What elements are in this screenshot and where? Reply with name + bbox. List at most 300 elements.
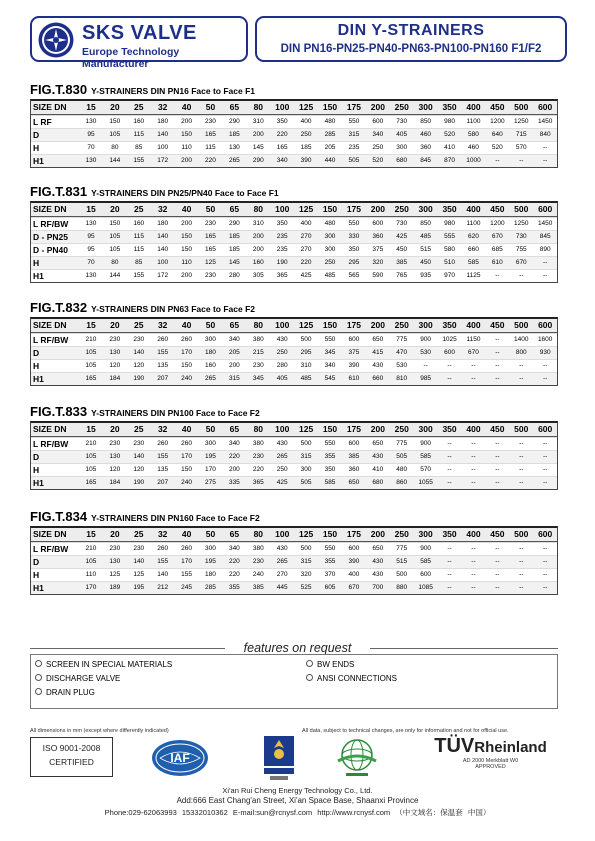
table-cell: 590 — [372, 272, 384, 279]
table-cell: 125 — [133, 571, 145, 578]
table-cell: 150 — [181, 233, 192, 240]
table-row — [31, 581, 557, 594]
table-cell: 160 — [205, 362, 216, 369]
table-cell: 355 — [324, 558, 336, 565]
row-label: D — [33, 348, 40, 358]
table-cell: 280 — [276, 362, 288, 369]
table-cell: 165 — [85, 479, 97, 486]
features-box — [30, 654, 558, 709]
size-header-cell: 500 — [514, 102, 529, 112]
size-header-cell: 350 — [442, 204, 457, 214]
table-cell: 230 — [205, 118, 216, 125]
table-cell: 930 — [539, 349, 551, 356]
size-header-cell: 500 — [514, 424, 529, 434]
table-cell: -- — [519, 440, 524, 447]
table-cell: 215 — [252, 349, 264, 356]
table-cell: 260 — [181, 336, 192, 343]
table-cell: 425 — [276, 479, 288, 486]
table-cell: 505 — [348, 157, 360, 164]
size-header-cell: 500 — [514, 320, 529, 330]
size-header-cell: 175 — [346, 529, 362, 539]
table-cell: -- — [495, 157, 500, 164]
table-cell: 110 — [181, 144, 192, 151]
table-cell: 430 — [276, 545, 288, 552]
row-label: H — [33, 258, 40, 268]
table-cell: 155 — [157, 558, 169, 565]
table-row — [31, 333, 557, 346]
table-cell: 300 — [396, 144, 408, 151]
table-cell: 500 — [300, 545, 312, 552]
table-cell: 105 — [85, 362, 97, 369]
table-cell: 290 — [228, 118, 240, 125]
table-cell: 120 — [133, 466, 145, 473]
table-cell: 130 — [85, 157, 97, 164]
row-label: D — [33, 130, 40, 140]
table-cell: 310 — [300, 362, 312, 369]
table-cell: 260 — [181, 545, 192, 552]
table-cell: 220 — [228, 558, 240, 565]
table-cell: 565 — [348, 272, 360, 279]
size-label: SIZE DN — [33, 320, 67, 330]
row-label: H1 — [33, 478, 44, 488]
dimension-table — [30, 421, 558, 490]
company-contact: Phone:029-62063993 15332010362 E-mail:sun@rcnysf.com http://www.rcnysf.com （中文域名：保温套 中国） — [104, 808, 491, 817]
size-header-cell: 80 — [253, 102, 264, 112]
table-row — [31, 555, 557, 568]
table-cell: 670 — [491, 233, 503, 240]
table-header-row — [31, 528, 557, 542]
table-cell: 150 — [181, 246, 192, 253]
table-cell: 355 — [324, 453, 336, 460]
size-header-cell: 200 — [370, 102, 385, 112]
size-header-cell: 250 — [394, 204, 409, 214]
company-name: Xi'an Rui Cheng Energy Technology Co., Ltd. — [222, 786, 373, 795]
table-cell: 260 — [157, 336, 169, 343]
table-cell: 200 — [181, 118, 192, 125]
table-cell: 130 — [109, 453, 121, 460]
table-cell: 1000 — [466, 157, 481, 164]
table-cell: 140 — [157, 246, 169, 253]
table-cell: -- — [543, 558, 548, 565]
table-cell: 430 — [276, 336, 288, 343]
table-cell: 550 — [348, 118, 360, 125]
size-header-cell: 50 — [205, 102, 216, 112]
table-cell: -- — [471, 571, 476, 578]
table-cell: 160 — [133, 118, 145, 125]
table-cell: 160 — [133, 220, 145, 227]
table-cell: 180 — [205, 349, 216, 356]
table-cell: 610 — [491, 259, 503, 266]
table-cell: 180 — [157, 118, 169, 125]
table-cell: -- — [519, 571, 524, 578]
table-cell: 425 — [300, 272, 312, 279]
table-cell: -- — [495, 479, 500, 486]
table-cell: 185 — [228, 131, 240, 138]
size-header-cell: 150 — [322, 320, 338, 330]
table-cell: 110 — [85, 571, 97, 578]
size-header-cell: 125 — [299, 204, 314, 214]
table-cell: -- — [519, 479, 524, 486]
table-cell: 200 — [228, 362, 240, 369]
table-cell: 650 — [372, 440, 384, 447]
table-cell: -- — [471, 545, 476, 552]
table-cell: 315 — [300, 558, 312, 565]
table-title — [30, 82, 558, 98]
table-cell: -- — [471, 558, 476, 565]
table-row — [31, 450, 557, 463]
size-header-cell: 250 — [394, 529, 409, 539]
strainer-table-section — [30, 300, 558, 386]
table-cell: 1025 — [442, 336, 457, 343]
features-title: features on request — [243, 641, 352, 655]
table-cell: 280 — [228, 272, 240, 279]
table-cell: 500 — [396, 571, 408, 578]
size-header-cell: 125 — [299, 424, 314, 434]
table-cell: 125 — [205, 259, 216, 266]
table-cell: -- — [519, 584, 524, 591]
table-cell: 1450 — [537, 220, 553, 227]
table-cell: 300 — [300, 466, 312, 473]
table-cell: 200 — [181, 220, 192, 227]
table-cell: 1200 — [490, 118, 505, 125]
table-cell: 180 — [157, 220, 169, 227]
table-cell: 580 — [444, 246, 455, 253]
size-header-cell: 32 — [157, 529, 168, 539]
strainer-table-section — [30, 82, 558, 168]
bullet-icon — [306, 674, 313, 681]
table-cell: 300 — [324, 246, 336, 253]
size-header-cell: 200 — [370, 204, 385, 214]
table-cell: 235 — [276, 233, 288, 240]
table-cell: 184 — [109, 479, 121, 486]
size-header-cell: 25 — [134, 320, 144, 330]
table-cell: 385 — [252, 584, 264, 591]
table-cell: 860 — [396, 479, 408, 486]
table-cell: 120 — [109, 362, 121, 369]
table-cell: 245 — [181, 584, 192, 591]
table-cell: 340 — [228, 545, 240, 552]
table-cell: 170 — [85, 584, 97, 591]
size-header-cell: 32 — [157, 204, 168, 214]
table-cell: 600 — [348, 336, 360, 343]
table-cell: 360 — [348, 466, 360, 473]
table-cell: 400 — [348, 571, 360, 578]
table-cell: 1085 — [418, 584, 433, 591]
row-label: L RF/BW — [33, 544, 69, 554]
table-cell: 600 — [444, 349, 455, 356]
table-cell: -- — [543, 272, 548, 279]
table-cell: -- — [543, 545, 548, 552]
table-cell: 95 — [87, 233, 95, 240]
table-cell: 320 — [372, 259, 384, 266]
table-cell: 85 — [135, 144, 143, 151]
table-cell: 140 — [157, 131, 169, 138]
table-cell: 230 — [133, 336, 145, 343]
table-cell: 935 — [420, 272, 432, 279]
size-header-cell: 100 — [275, 424, 290, 434]
brand-tagline: Europe Technology Manufacturer — [82, 46, 180, 70]
table-title — [30, 184, 558, 200]
table-cell: 230 — [109, 336, 121, 343]
table-cell: -- — [447, 453, 452, 460]
figure-number: FIG.T.830 — [30, 82, 88, 97]
size-header-cell: 200 — [370, 529, 385, 539]
table-cell: 385 — [396, 259, 408, 266]
tuv-mark: TÜV — [434, 735, 475, 757]
valve-logo-icon — [36, 21, 76, 59]
table-cell: 390 — [348, 362, 360, 369]
table-cell: -- — [447, 466, 452, 473]
table-cell: 80 — [111, 259, 119, 266]
svg-text:IAF: IAF — [170, 751, 190, 765]
table-cell: 105 — [109, 131, 121, 138]
table-cell: 450 — [396, 246, 408, 253]
table-cell: 385 — [348, 453, 360, 460]
table-cell: 105 — [109, 233, 121, 240]
dimensions-note: All dimensions in mm (except where differently indicated) — [30, 728, 169, 734]
table-cell: 685 — [491, 246, 503, 253]
size-header-cell: 25 — [134, 204, 144, 214]
table-cell: 570 — [420, 466, 432, 473]
table-cell: 600 — [348, 440, 360, 447]
row-label: H — [33, 465, 40, 475]
table-row — [31, 463, 557, 476]
table-cell: -- — [519, 362, 524, 369]
table-cell: 195 — [133, 584, 145, 591]
table-cell: 70 — [87, 144, 95, 151]
table-row — [31, 542, 557, 555]
size-header-cell: 600 — [538, 529, 553, 539]
table-cell: 105 — [85, 466, 97, 473]
table-cell: 125 — [109, 571, 121, 578]
size-label: SIZE DN — [33, 102, 67, 112]
size-header-cell: 25 — [134, 102, 144, 112]
table-cell: -- — [495, 571, 500, 578]
table-cell: 130 — [85, 118, 97, 125]
table-cell: 670 — [468, 349, 479, 356]
table-cell: 640 — [491, 131, 503, 138]
table-cell: -- — [519, 157, 524, 164]
size-header-cell: 50 — [205, 204, 216, 214]
table-cell: 340 — [276, 157, 288, 164]
table-cell: -- — [495, 584, 500, 591]
table-cell: 130 — [109, 558, 121, 565]
table-cell: 270 — [300, 233, 312, 240]
table-cell: 130 — [85, 272, 97, 279]
size-header-cell: 15 — [86, 424, 96, 434]
table-cell: 140 — [157, 571, 169, 578]
table-cell: 190 — [276, 259, 288, 266]
table-cell: 250 — [276, 349, 288, 356]
size-header-cell: 600 — [538, 204, 553, 214]
table-cell: -- — [543, 144, 548, 151]
table-cell: 190 — [133, 375, 145, 382]
size-header-cell: 50 — [205, 320, 216, 330]
table-cell: 530 — [396, 362, 408, 369]
table-cell: -- — [495, 272, 500, 279]
size-header-cell: 50 — [205, 424, 216, 434]
size-header-cell: 600 — [538, 424, 553, 434]
table-cell: 880 — [396, 584, 408, 591]
disclaimer-note: All data, subject to technical changes, are only for information and not for official use. — [302, 728, 509, 734]
table-cell: 430 — [372, 453, 384, 460]
table-cell: -- — [495, 558, 500, 565]
table-cell: 440 — [324, 157, 336, 164]
table-subtitle: Y-STRAINERS DIN PN160 Face to Face F2 — [91, 513, 260, 523]
table-cell: 365 — [252, 479, 264, 486]
table-cell: 265 — [276, 453, 288, 460]
table-cell: 150 — [181, 362, 192, 369]
table-cell: 270 — [276, 571, 288, 578]
table-cell: 520 — [444, 131, 455, 138]
row-label: D — [33, 557, 40, 567]
table-subtitle: Y-STRAINERS DIN PN63 Face to Face F2 — [91, 304, 255, 314]
table-row — [31, 346, 557, 359]
table-header-row — [31, 101, 557, 115]
table-cell: 105 — [85, 349, 97, 356]
table-cell: -- — [495, 440, 500, 447]
size-header-cell: 150 — [322, 424, 338, 434]
size-header-cell: 65 — [229, 204, 240, 214]
table-cell: 605 — [324, 584, 336, 591]
tuv-certificate — [423, 735, 558, 770]
table-cell: 189 — [109, 584, 121, 591]
table-cell: 480 — [396, 466, 408, 473]
table-cell: 120 — [133, 362, 145, 369]
table-cell: 300 — [205, 440, 216, 447]
table-cell: 380 — [252, 440, 264, 447]
dimension-table — [30, 526, 558, 595]
table-cell: 620 — [468, 233, 479, 240]
size-header-cell: 15 — [86, 529, 96, 539]
table-cell: 550 — [324, 545, 336, 552]
table-cell: 200 — [228, 466, 240, 473]
table-cell: 460 — [468, 144, 479, 151]
size-header-cell: 600 — [538, 102, 553, 112]
table-cell: 380 — [252, 545, 264, 552]
ukas-logo-icon — [262, 734, 296, 782]
table-cell: 285 — [205, 584, 216, 591]
table-cell: -- — [543, 466, 548, 473]
table-row — [31, 437, 557, 450]
table-cell: 315 — [348, 131, 360, 138]
table-cell: 115 — [205, 144, 216, 151]
table-cell: -- — [519, 375, 524, 382]
table-cell: 230 — [252, 362, 264, 369]
table-cell: 715 — [515, 131, 527, 138]
size-header-cell: 65 — [229, 320, 240, 330]
table-cell: 375 — [348, 349, 360, 356]
table-cell: 850 — [420, 118, 432, 125]
table-cell: 340 — [228, 440, 240, 447]
table-cell: 650 — [348, 479, 360, 486]
size-header-cell: 40 — [181, 529, 192, 539]
table-cell: -- — [519, 558, 524, 565]
table-cell: 400 — [300, 220, 312, 227]
row-label: H1 — [33, 156, 44, 166]
table-cell: 115 — [133, 246, 144, 253]
table-cell: -- — [495, 349, 500, 356]
table-row — [31, 568, 557, 581]
table-cell: 1150 — [466, 336, 481, 343]
size-header-cell: 450 — [490, 529, 505, 539]
table-cell: 230 — [252, 453, 264, 460]
size-header-cell: 150 — [322, 529, 338, 539]
table-cell: 555 — [444, 233, 455, 240]
table-cell: 305 — [252, 272, 264, 279]
size-header-cell: 80 — [253, 424, 264, 434]
row-label: L RF/BW — [33, 439, 69, 449]
table-cell: 105 — [109, 246, 121, 253]
table-cell: -- — [495, 362, 500, 369]
table-cell: -- — [447, 362, 452, 369]
table-cell: 900 — [420, 336, 432, 343]
table-cell: 275 — [205, 479, 216, 486]
globe-cert-icon — [334, 737, 380, 779]
table-cell: 335 — [228, 479, 240, 486]
table-cell: -- — [471, 584, 476, 591]
table-row — [31, 359, 557, 372]
table-cell: -- — [471, 466, 476, 473]
table-cell: 890 — [539, 246, 551, 253]
size-header-cell: 350 — [442, 102, 457, 112]
bullet-icon — [306, 660, 313, 667]
table-cell: 144 — [109, 157, 121, 164]
table-cell: 210 — [85, 336, 97, 343]
tuv-sub: Rheinland — [474, 739, 547, 756]
table-cell: -- — [543, 440, 548, 447]
size-header-cell: 450 — [490, 320, 505, 330]
table-cell: 140 — [133, 349, 145, 356]
table-cell: 390 — [300, 157, 312, 164]
table-cell: 230 — [205, 272, 216, 279]
table-cell: -- — [447, 584, 452, 591]
size-header-cell: 125 — [299, 320, 314, 330]
table-cell: 500 — [300, 336, 312, 343]
table-cell: 1250 — [514, 220, 529, 227]
table-cell: 200 — [252, 233, 264, 240]
table-cell: 220 — [205, 157, 216, 164]
size-header-cell: 175 — [346, 320, 362, 330]
table-row — [31, 154, 557, 167]
table-cell: 775 — [396, 440, 408, 447]
figure-number: FIG.T.834 — [30, 509, 88, 524]
size-header-cell: 100 — [275, 204, 290, 214]
table-cell: 200 — [181, 272, 192, 279]
strainer-table-section — [30, 404, 558, 490]
table-cell: 390 — [348, 558, 360, 565]
table-cell: 380 — [252, 336, 264, 343]
table-cell: 525 — [300, 584, 312, 591]
table-cell: 185 — [300, 144, 312, 151]
table-cell: 405 — [276, 375, 288, 382]
table-cell: 200 — [252, 246, 264, 253]
table-cell: 530 — [420, 349, 432, 356]
dimension-table — [30, 99, 558, 168]
table-cell: 430 — [372, 571, 384, 578]
table-header-row — [31, 203, 557, 217]
table-cell: 240 — [181, 479, 192, 486]
table-cell: 330 — [348, 233, 360, 240]
table-cell: 610 — [348, 375, 360, 382]
size-header-cell: 500 — [514, 204, 529, 214]
bullet-icon — [35, 674, 42, 681]
size-header-cell: 450 — [490, 204, 505, 214]
table-cell: 170 — [181, 349, 192, 356]
table-cell: -- — [543, 479, 548, 486]
table-cell: 1200 — [490, 220, 505, 227]
table-cell: 1100 — [466, 220, 481, 227]
